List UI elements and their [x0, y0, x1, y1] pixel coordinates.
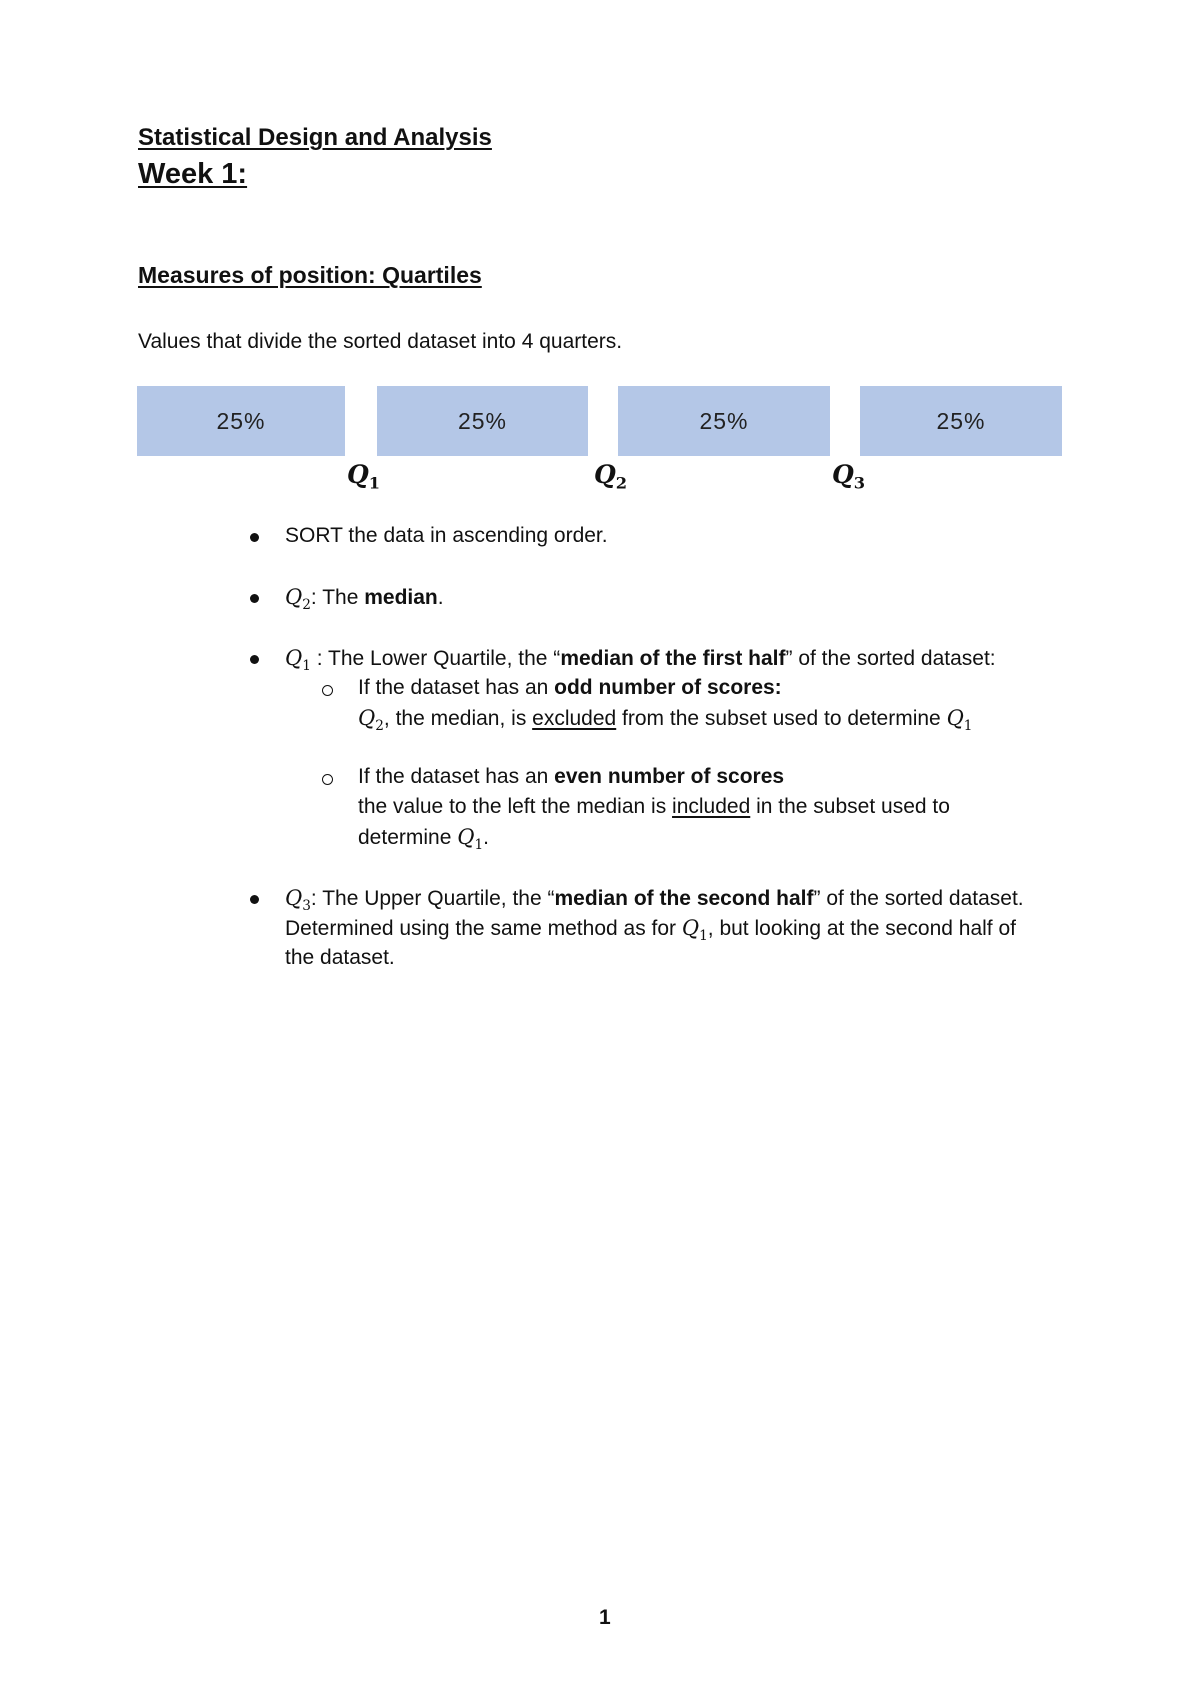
page-number: 1 — [599, 1606, 611, 1629]
quarter-segment-3: 25% — [618, 386, 830, 456]
q3-method-detail: Determined using the same method as for $Q_1$, but looking at the second half of — [285, 916, 1016, 944]
bullet-q2-median: $Q_2$: The median. — [285, 585, 444, 613]
q3-method-detail-cont: the dataset. — [285, 946, 395, 969]
course-title: Statistical Design and Analysis — [138, 124, 492, 151]
week-title: Week 1: — [138, 158, 248, 190]
q1-marker: $Q_1$ — [347, 460, 381, 493]
q3-marker: $Q_3$ — [832, 460, 866, 493]
bullet-dot — [250, 895, 259, 904]
bullet-dot — [250, 655, 259, 664]
bullet-sort: SORT the data in ascending order. — [285, 524, 608, 547]
bullet-q1-lower-quartile: $Q_1$ : The Lower Quartile, the “median of the first half” of the sorted dataset: — [285, 646, 996, 674]
quarter-segment-4: 25% — [860, 386, 1062, 456]
odd-scores-rule: If the dataset has an odd number of scores: — [358, 676, 782, 699]
quarter-segment-1: 25% — [137, 386, 345, 456]
even-scores-rule: If the dataset has an even number of scores — [358, 765, 785, 788]
odd-scores-detail: $Q_2$, the median, is excluded from the subset used to determine $Q_1$ — [358, 706, 973, 734]
sub-bullet-circle — [322, 685, 333, 696]
section-heading: Measures of position: Quartiles — [138, 262, 482, 288]
q2-marker: $Q_2$ — [594, 460, 628, 493]
bullet-q3-upper-quartile: $Q_3$: The Upper Quartile, the “median of the second half” of the sorted dataset. — [285, 886, 1024, 914]
even-scores-detail: the value to the left the median is included in the subset used to — [358, 795, 950, 818]
bullet-dot — [250, 594, 259, 603]
quarter-segment-2: 25% — [377, 386, 588, 456]
even-scores-detail-cont: determine $Q_1$. — [358, 825, 489, 853]
sub-bullet-circle — [322, 774, 333, 785]
intro-text: Values that divide the sorted dataset into 4 quarters. — [138, 330, 623, 353]
bullet-dot — [250, 533, 259, 542]
